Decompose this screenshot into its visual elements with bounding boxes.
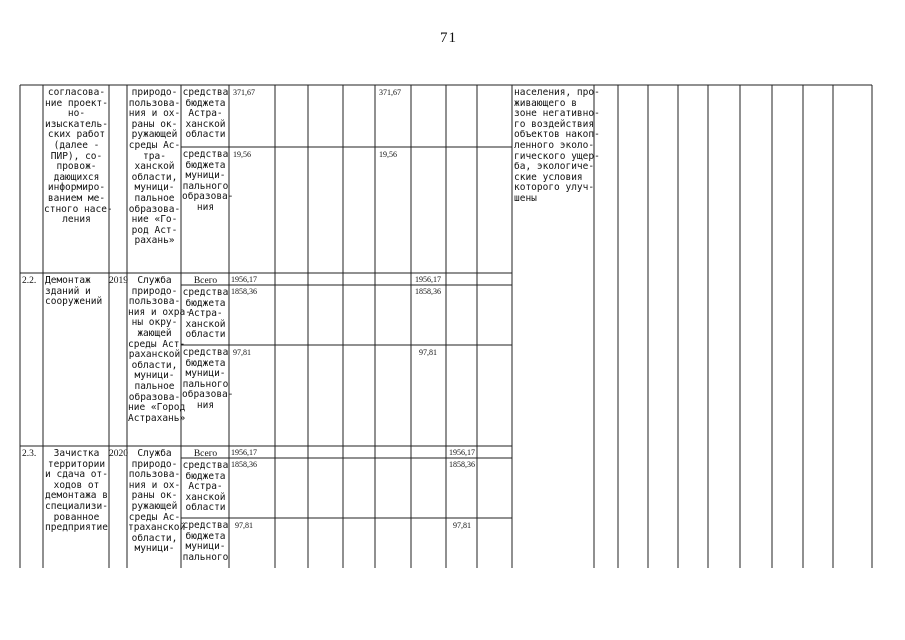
municipal-total-value: 19,56 — [233, 150, 251, 159]
all-year-value: 1956,17 — [449, 448, 475, 457]
page-number: 71 — [440, 30, 457, 46]
source-regional-label: средства бюджета Астра- ханской области — [182, 87, 229, 141]
regional-total-value: 1858,36 — [231, 287, 257, 296]
source-municipal-label: средства бюджета муници- пального — [182, 520, 229, 563]
executor-continuation-text: природо- пользова- ния и ох- раны ок- ружающей среды Ас- тра- ханской области, муници- пальное образова- ние «Го- род Аст- рахань» — [128, 87, 181, 247]
activity-text: Зачистка территории и сдача от- ходов от демонтажа в специализи- рованное предприятие — [45, 448, 108, 534]
year-value: 2020 — [109, 449, 128, 459]
regional-year-value: 1858,36 — [449, 460, 475, 469]
executor-text: Служба природо- пользова- ния и охра- ны окру- жающей среды Аст- раханской области, муници- пальное образова- ние «Город Астрахань» — [128, 275, 191, 424]
total-label: Всего — [193, 449, 218, 459]
source-municipal-label: средства бюджета муници- пального образова- ния — [182, 347, 234, 411]
total-label: Всего — [193, 276, 218, 286]
all-total-value: 1956,17 — [231, 448, 257, 457]
regional-total-value: 1858,36 — [231, 460, 257, 469]
municipal-total-value: 97,81 — [233, 348, 251, 357]
activity-text: Демонтаж зданий и сооружений — [45, 275, 103, 308]
municipal-year-value: 97,81 — [419, 348, 437, 357]
source-municipal-label: средства бюджета муници- пального образова- ния — [182, 149, 234, 213]
all-total-value: 1956,17 — [231, 275, 257, 284]
row-number: 2.3. — [22, 449, 37, 459]
row-number: 2.2. — [22, 276, 37, 286]
source-regional-label: средства бюджета Астра- ханской области — [182, 287, 229, 341]
all-year-value: 1956,17 — [415, 275, 441, 284]
municipal-year-value: 19,56 — [379, 150, 397, 159]
municipal-total-value: 97,81 — [235, 521, 253, 530]
regional-year-value: 371,67 — [379, 88, 401, 97]
source-regional-label: средства бюджета Астра- ханской области — [182, 460, 229, 514]
activity-continuation-text: согласова- ние проект- но- изыскатель- ских работ (далее - ПИР), со- провож- дающихся информиро- ванием ме- стного насе- ления — [44, 87, 113, 226]
regional-year-value: 1858,36 — [415, 287, 441, 296]
executor-text: Служба природо- пользова- ния и ох- раны ок- ружающей среды Ас- траханской области, муници- — [128, 448, 186, 555]
indicator-text: населения, про- живающего в зоне негативно- го воздействия объектов накоп- ленного эколо- гического ущер- ба, экологиче- ские условия которого улуч- шены — [514, 87, 600, 204]
municipal-year-value: 97,81 — [453, 521, 471, 530]
year-value: 2019 — [109, 276, 128, 286]
regional-total-value: 371,67 — [233, 88, 255, 97]
